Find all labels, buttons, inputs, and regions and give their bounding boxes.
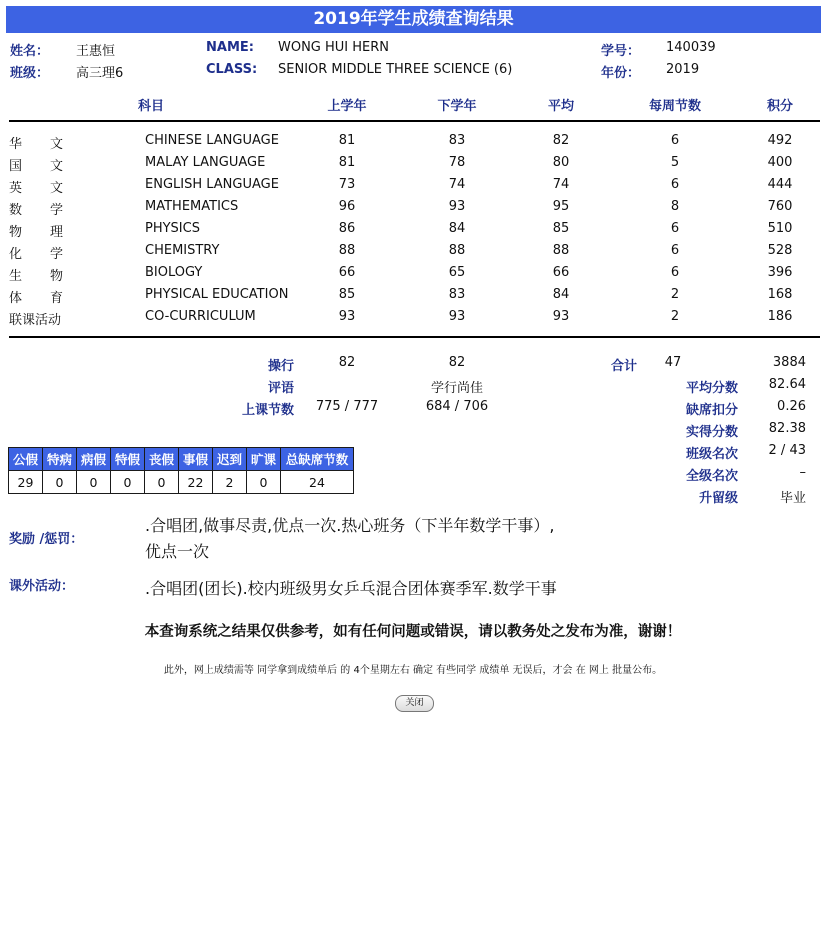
absence-value-cell: 0: [77, 471, 111, 494]
absence-deduct-value: 0.26: [777, 399, 806, 414]
first-term-score: 96: [338, 199, 356, 214]
absence-table: [8, 447, 354, 494]
absence-value-cell: 2: [213, 471, 247, 494]
subject-cn: 物: [9, 225, 23, 240]
actual-score-value: 82.38: [768, 421, 806, 436]
absence-value-cell: 0: [145, 471, 179, 494]
absence-header-cell: 特假: [111, 448, 145, 471]
absence-deduct-label: 缺席扣分: [685, 403, 738, 418]
subject-cn-2: 学: [50, 247, 64, 262]
total-weekly: 47: [664, 355, 682, 370]
subject-cn: 体: [9, 291, 23, 306]
weekly-periods: 6: [670, 265, 680, 280]
total-label: 合计: [611, 359, 638, 374]
remark-label: 评语: [267, 381, 294, 396]
year-value: 2019: [666, 62, 700, 77]
subject-cn: 联课活动: [9, 313, 62, 328]
subject-cn: 生: [9, 269, 23, 284]
header-subject: 科目: [137, 99, 165, 114]
name-en-label: NAME:: [206, 40, 254, 55]
promotion-value: 毕业: [779, 491, 806, 506]
absence-value-cell: 0: [111, 471, 145, 494]
weekly-periods: 6: [670, 177, 680, 192]
points: 186: [767, 309, 793, 324]
average-score: 93: [552, 309, 570, 324]
absence-header-cell: 病假: [77, 448, 111, 471]
footnote-text: 此外，网上成绩需等 同学拿到成绩单后 的 4个星期左右 确定 有些同学 成绩单 无误后，才会 在 网上 批量公布。: [163, 665, 663, 676]
class-en-value: SENIOR MIDDLE THREE SCIENCE (6): [278, 62, 513, 77]
class-label: 班级：: [10, 66, 50, 81]
second-term-score: 84: [448, 221, 466, 236]
absence-header-cell: 总缺席节数: [281, 448, 354, 471]
first-term-score: 85: [338, 287, 356, 302]
second-term-score: 93: [448, 199, 466, 214]
absence-header-cell: 事假: [179, 448, 213, 471]
remark-value: 学行尚佳: [430, 381, 484, 396]
subject-en: CHINESE LANGUAGE: [145, 133, 279, 148]
subject-cn-2: 文: [50, 159, 64, 174]
header-points: 积分: [766, 99, 794, 114]
conduct-first-term: 82: [338, 355, 356, 370]
subject-en: CO-CURRICULUM: [145, 309, 256, 324]
subject-cn-2: 育: [50, 291, 64, 306]
subject-en: PHYSICS: [145, 221, 200, 236]
first-term-score: 86: [338, 221, 356, 236]
activities-value: .合唱团(团长).校内班级男女乒乓混合团体赛季军.数学干事: [145, 579, 557, 598]
name-label: 姓名：: [10, 44, 50, 59]
header-second-term: 下学年: [437, 99, 477, 114]
absence-header-cell: 丧假: [145, 448, 179, 471]
class-rank-label: 班级名次: [685, 447, 738, 462]
table-top-rule: [9, 120, 820, 122]
subject-cn-2: 文: [50, 137, 64, 152]
first-term-score: 73: [338, 177, 356, 192]
subject-cn: 化: [9, 247, 23, 262]
subject-cn: 数: [9, 203, 23, 218]
weekly-periods: 6: [670, 133, 680, 148]
subject-cn: 英: [9, 181, 23, 196]
second-term-score: 83: [448, 133, 466, 148]
notice-text: 本查询系统之结果仅供参考，如有任何问题或错误，请以教务处之发布为准，谢谢！: [144, 624, 682, 640]
weekly-periods: 2: [670, 309, 680, 324]
first-term-score: 81: [338, 155, 356, 170]
subject-en: MALAY LANGUAGE: [145, 155, 266, 170]
points: 444: [767, 177, 793, 192]
absence-value-cell: 22: [179, 471, 213, 494]
second-term-score: 78: [448, 155, 466, 170]
average-score: 66: [552, 265, 570, 280]
points: 510: [767, 221, 793, 236]
absence-value-cell: 0: [43, 471, 77, 494]
weekly-periods: 6: [670, 221, 680, 236]
conduct-label: 操行: [267, 359, 294, 374]
subject-cn: 华: [9, 137, 23, 152]
rewards-line-2: 优点一次: [145, 542, 210, 561]
header-average: 平均: [547, 99, 575, 114]
promotion-label: 升留级: [698, 491, 738, 506]
grade-rank-label: 全级名次: [685, 469, 738, 484]
subject-cn: 国: [9, 159, 23, 174]
absence-value-row: [9, 471, 354, 494]
subject-cn-2: 学: [50, 203, 64, 218]
attendance-first-term: 775 / 777: [315, 399, 379, 414]
second-term-score: 93: [448, 309, 466, 324]
absence-header-cell: 旷课: [247, 448, 281, 471]
name-en-value: WONG HUI HERN: [278, 40, 390, 55]
average-score: 80: [552, 155, 570, 170]
attendance-label: 上课节数: [241, 403, 294, 418]
weekly-periods: 2: [670, 287, 680, 302]
first-term-score: 66: [338, 265, 356, 280]
absence-header-cell: 迟到: [213, 448, 247, 471]
subject-cn-2: 文: [50, 181, 64, 196]
absence-header-cell: 特病: [43, 448, 77, 471]
second-term-score: 74: [448, 177, 466, 192]
subject-en: PHYSICAL EDUCATION: [145, 287, 289, 302]
subject-cn-2: 物: [50, 269, 64, 284]
student-id-label: 学号：: [601, 44, 641, 59]
points: 168: [767, 287, 793, 302]
avg-score-label: 平均分数: [685, 381, 738, 396]
subject-en: ENGLISH LANGUAGE: [145, 177, 279, 192]
second-term-score: 88: [448, 243, 466, 258]
points: 492: [767, 133, 793, 148]
grade-rank-value: –: [799, 465, 806, 480]
subject-en: MATHEMATICS: [145, 199, 239, 214]
average-score: 85: [552, 221, 570, 236]
year-label: 年份：: [601, 66, 641, 81]
page-title: 2019年学生成绩查询结果: [6, 6, 821, 33]
points: 760: [767, 199, 793, 214]
second-term-score: 83: [448, 287, 466, 302]
first-term-score: 81: [338, 133, 356, 148]
absence-value-cell: 0: [247, 471, 281, 494]
average-score: 84: [552, 287, 570, 302]
first-term-score: 93: [338, 309, 356, 324]
points: 528: [767, 243, 793, 258]
rewards-line-1: .合唱团,做事尽责,优点一次.热心班务（下半年数学干事）,: [145, 516, 555, 535]
first-term-score: 88: [338, 243, 356, 258]
header-weekly-periods: 每周节数: [648, 99, 702, 114]
points: 396: [767, 265, 793, 280]
table-bottom-rule: [9, 336, 820, 338]
subject-en: CHEMISTRY: [145, 243, 220, 258]
class-rank-value: 2 / 43: [768, 443, 806, 458]
attendance-second-term: 684 / 706: [425, 399, 489, 414]
weekly-periods: 8: [670, 199, 680, 214]
header-first-term: 上学年: [327, 99, 367, 114]
weekly-periods: 5: [670, 155, 680, 170]
absence-header-cell: 公假: [9, 448, 43, 471]
average-score: 74: [552, 177, 570, 192]
rewards-label: 奖励 /惩罚：: [9, 532, 84, 547]
absence-value-cell: 24: [281, 471, 354, 494]
avg-score-value: 82.64: [768, 377, 806, 392]
class-value: 高三理6: [76, 66, 124, 81]
points: 400: [767, 155, 793, 170]
total-points: 3884: [772, 355, 806, 370]
subject-cn-2: 理: [50, 225, 64, 240]
absence-value-cell: 29: [9, 471, 43, 494]
second-term-score: 65: [448, 265, 466, 280]
average-score: 88: [552, 243, 570, 258]
conduct-second-term: 82: [448, 355, 466, 370]
subject-en: BIOLOGY: [145, 265, 203, 280]
close-button[interactable]: 关闭: [395, 695, 434, 712]
weekly-periods: 6: [670, 243, 680, 258]
average-score: 95: [552, 199, 570, 214]
average-score: 82: [552, 133, 570, 148]
absence-header-row: [9, 448, 354, 471]
class-en-label: CLASS:: [206, 62, 258, 77]
actual-score-label: 实得分数: [685, 425, 738, 440]
activities-label: 课外活动：: [9, 579, 75, 594]
name-value: 王惠恒: [76, 44, 116, 59]
student-id-value: 140039: [666, 40, 716, 55]
